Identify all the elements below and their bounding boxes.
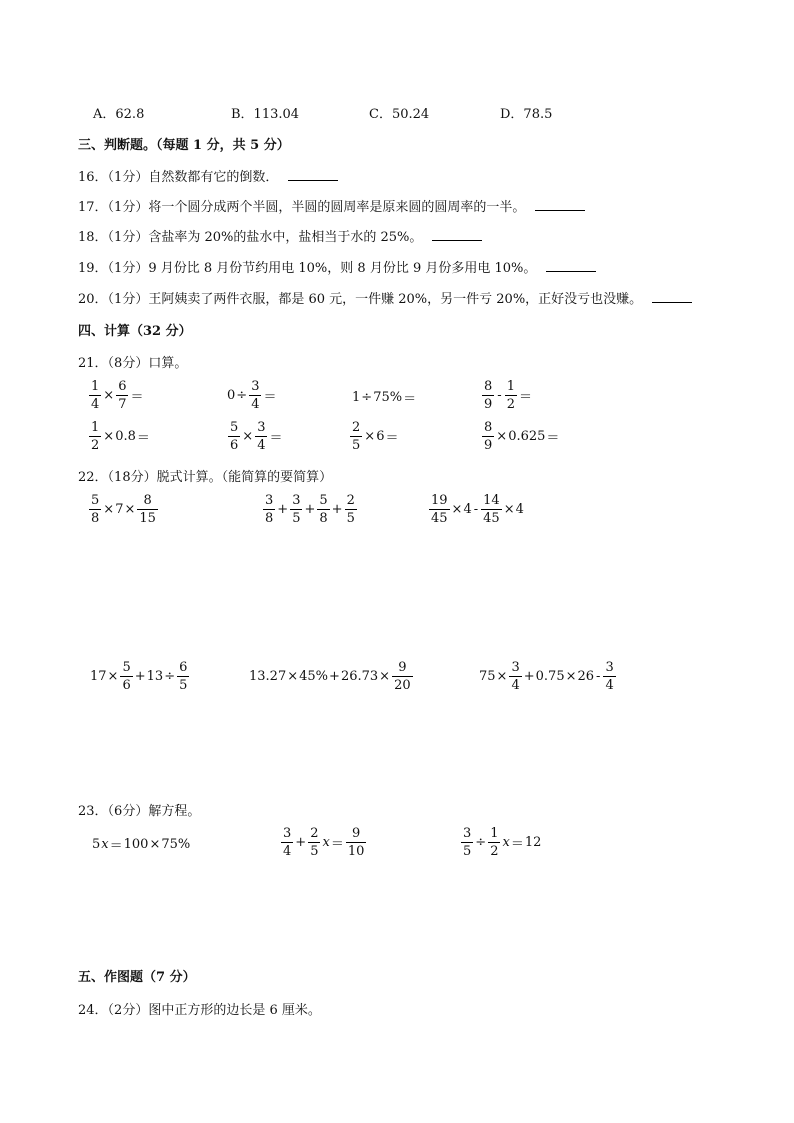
fraction: $\frac{3}{5}$ bbox=[463, 826, 472, 859]
question-20: 20．（1分）王阿姨卖了两件衣服，都是 60 元，一件赚 20%，另一件亏 20%，正好没亏也没赚。 bbox=[78, 288, 692, 307]
fraction: $\frac{3}{4}$ bbox=[283, 826, 292, 859]
fraction: $\frac{6}{5}$ bbox=[179, 660, 188, 693]
fraction: $\frac{1}{2}$ bbox=[490, 826, 499, 859]
answer-blank bbox=[288, 168, 338, 181]
expr-22-1: $\frac{5}{8}$ × 7 × $\frac{8}{15}$ bbox=[91, 493, 156, 526]
answer-blank bbox=[546, 259, 596, 272]
question-24: 24．（2分）图中正方形的边长是 6 厘米。 bbox=[78, 1003, 321, 1018]
answer-blank bbox=[652, 290, 692, 303]
fraction: $\frac{8}{9}$ bbox=[484, 420, 493, 453]
fraction: $\frac{2}{5}$ bbox=[346, 493, 355, 526]
fraction: $\frac{5}{6}$ bbox=[122, 660, 131, 693]
question-17: 17．（1分）将一个圆分成两个半圆，半圆的圆周率是原来圆的圆周率的一半。 bbox=[78, 196, 585, 215]
expr-22-3: $\frac{19}{45}$ × 4 - $\frac{14}{45}$ × 4 bbox=[431, 493, 524, 526]
fraction: $\frac{3}{4}$ bbox=[511, 660, 520, 693]
expr-21-4: $\frac{8}{9}$ - $\frac{1}{2}$ ＝ bbox=[484, 379, 532, 412]
section-4-title: 四、计算（32 分） bbox=[78, 324, 192, 339]
expr-22-5: 13.27 × 45% + 26.73 × $\frac{9}{20}$ bbox=[249, 660, 411, 693]
question-16: 16．（1分）自然数都有它的倒数． bbox=[78, 166, 338, 185]
expr-21-1: $\frac{1}{4}$ × $\frac{6}{7}$ ＝ bbox=[91, 379, 144, 412]
fraction: $\frac{1}{4}$ bbox=[91, 379, 100, 412]
fraction: $\frac{1}{2}$ bbox=[506, 379, 515, 412]
expr-21-7: $\frac{2}{5}$ × 6 ＝ bbox=[352, 420, 399, 453]
option-a: A．62.8 bbox=[93, 107, 145, 122]
question-22: 22．（18分）脱式计算。（能简算的要简算） bbox=[78, 470, 333, 485]
fraction: $\frac{3}{8}$ bbox=[265, 493, 274, 526]
expr-21-3: 1 ÷ 75% ＝ bbox=[352, 390, 417, 407]
fraction: $\frac{5}{8}$ bbox=[319, 493, 328, 526]
fraction: $\frac{9}{10}$ bbox=[347, 826, 365, 859]
equation-23-2: $\frac{3}{4}$ + $\frac{2}{5}$ x ＝ $\frac{9}{10}$ bbox=[283, 826, 365, 859]
expr-22-4: 17 × $\frac{5}{6}$ + 13 ÷ $\frac{6}{5}$ bbox=[90, 660, 188, 693]
expr-21-5: $\frac{1}{2}$ × 0.8 ＝ bbox=[91, 420, 150, 453]
fraction: $\frac{5}{6}$ bbox=[230, 420, 239, 453]
fraction: $\frac{3}{4}$ bbox=[257, 420, 266, 453]
fraction: $\frac{19}{45}$ bbox=[431, 493, 448, 526]
question-21: 21．（8分）口算。 bbox=[78, 356, 188, 371]
fraction: $\frac{8}{15}$ bbox=[139, 493, 156, 526]
expr-21-8: $\frac{8}{9}$ × 0.625 ＝ bbox=[484, 420, 560, 453]
fraction: $\frac{5}{8}$ bbox=[91, 493, 100, 526]
fraction: $\frac{3}{5}$ bbox=[292, 493, 301, 526]
section-3-title: 三、判断题。（每题 1 分，共 5 分） bbox=[78, 138, 290, 153]
question-23: 23．（6分）解方程。 bbox=[78, 804, 201, 819]
question-18: 18．（1分）含盐率为 20%的盐水中，盐相当于水的 25%。 bbox=[78, 226, 482, 245]
fraction: $\frac{6}{7}$ bbox=[118, 379, 127, 412]
section-5-title: 五、作图题（7 分） bbox=[78, 970, 196, 985]
option-d: D．78.5 bbox=[500, 107, 553, 122]
equation-23-3: $\frac{3}{5}$ ÷ $\frac{1}{2}$ x ＝ 12 bbox=[463, 826, 542, 859]
fraction: $\frac{8}{9}$ bbox=[484, 379, 493, 412]
expr-21-2: 0 ÷ $\frac{3}{4}$ ＝ bbox=[227, 379, 277, 412]
expr-22-2: $\frac{3}{8}$ + $\frac{3}{5}$ + $\frac{5}{8}$ + $\frac{2}{5}$ bbox=[265, 493, 355, 526]
option-b: B．113.04 bbox=[231, 107, 300, 122]
fraction: $\frac{14}{45}$ bbox=[483, 493, 500, 526]
expr-22-6: 75 × $\frac{3}{4}$ + 0.75 × 26 - $\frac{3}{4}$ bbox=[479, 660, 614, 693]
expr-21-6: $\frac{5}{6}$ × $\frac{3}{4}$ ＝ bbox=[230, 420, 283, 453]
fraction: $\frac{9}{20}$ bbox=[394, 660, 411, 693]
answer-blank bbox=[535, 198, 585, 211]
fraction: $\frac{3}{4}$ bbox=[251, 379, 260, 412]
question-19: 19．（1分）9 月份比 8 月份节约用电 10%，则 8 月份比 9 月份多用电 10%。 bbox=[78, 257, 596, 276]
option-c: C．50.24 bbox=[369, 107, 430, 122]
fraction: $\frac{3}{4}$ bbox=[605, 660, 614, 693]
equation-23-1: 5 x ＝ 100 × 75% bbox=[92, 837, 191, 854]
fraction: $\frac{1}{2}$ bbox=[91, 420, 100, 453]
answer-blank bbox=[432, 228, 482, 241]
fraction: $\frac{2}{5}$ bbox=[352, 420, 361, 453]
fraction: $\frac{2}{5}$ bbox=[310, 826, 319, 859]
